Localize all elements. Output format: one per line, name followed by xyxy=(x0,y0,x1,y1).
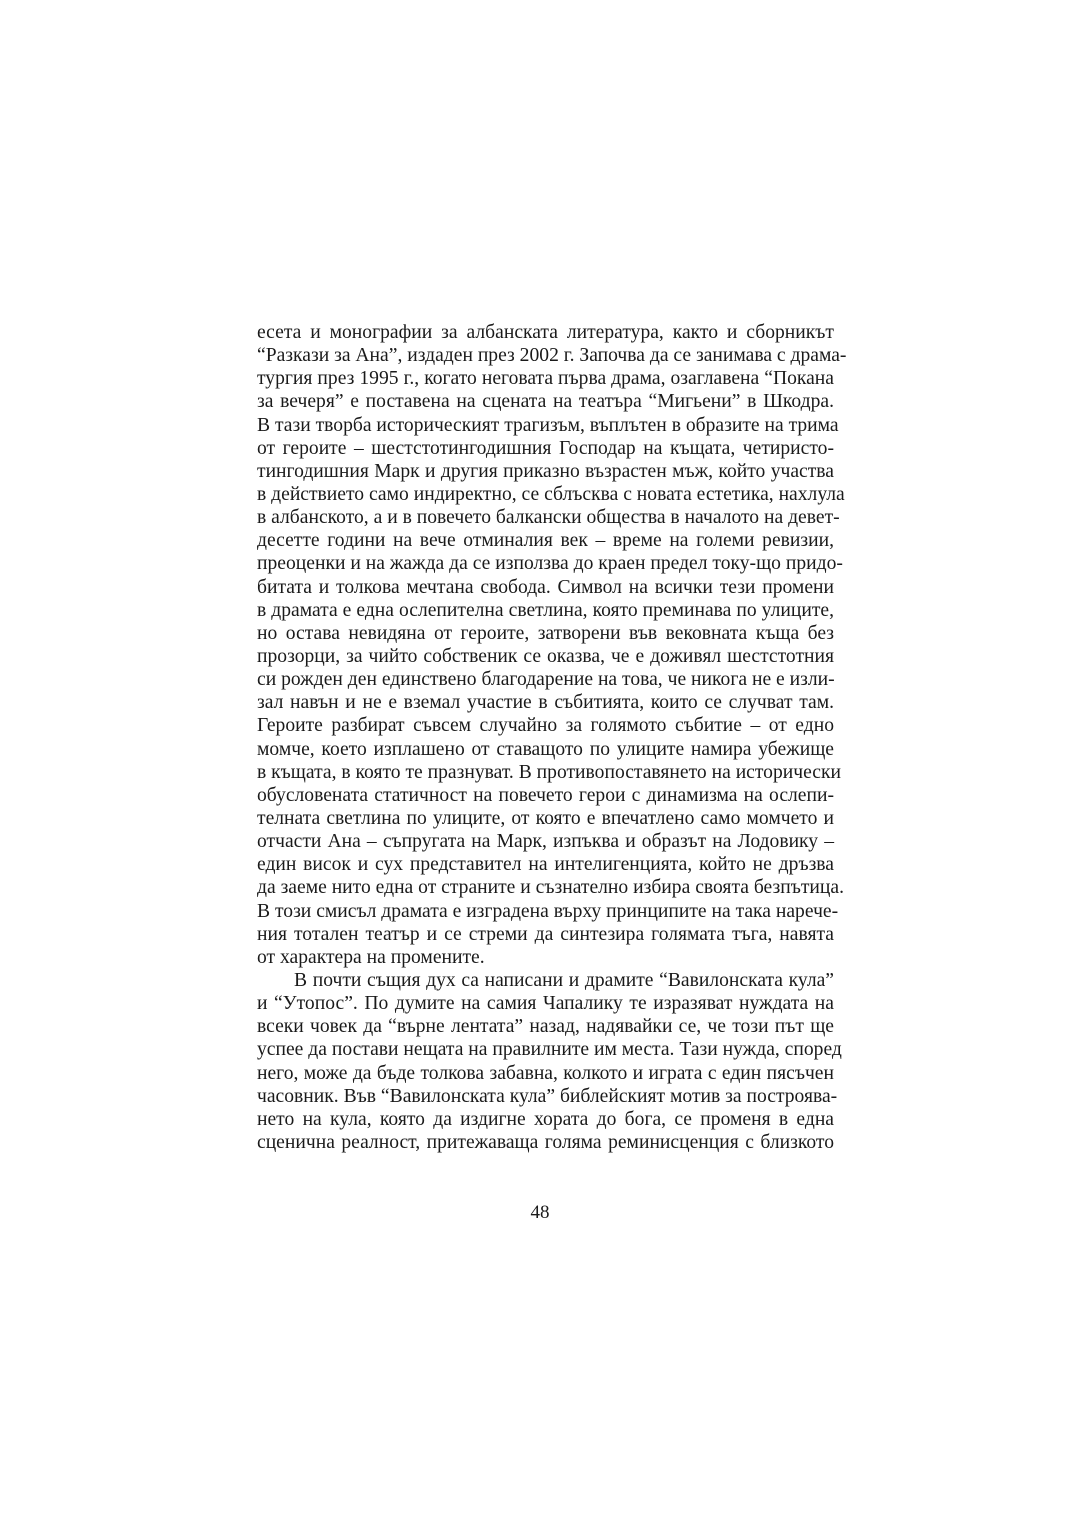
text-line: ния тотален театър и се стреми да синтезира голямата тъга, навята xyxy=(257,923,834,945)
text-line: да заеме нито една от страните и съзнателно избира своята безпътица. xyxy=(257,877,844,899)
text-line: часовник. Във “Вавилонската кула” библейският мотив за построява- xyxy=(257,1085,838,1107)
text-line: един висок и сух представител на интелигенцията, който не дръзва xyxy=(257,854,834,876)
text-line: телната светлина по улиците, от която е впечатлено само момчето и xyxy=(257,807,834,829)
text-line: него, може да бъде толкова забавна, колкото и играта с един пясъчен xyxy=(257,1062,834,1084)
text-line: за вечеря” е поставена на сцената на театъра “Мигьени” в Шкодра. xyxy=(257,391,834,413)
text-line: но остава невидяна от героите, затворени във вековната къща без xyxy=(257,622,834,644)
text-line: в къщата, в която те празнуват. В противопоставянето на исторически xyxy=(257,761,842,783)
page-number: 48 xyxy=(530,1202,550,1223)
text-line: успее да постави нещата на правилните им места. Тази нужда, според xyxy=(257,1039,842,1061)
text-line: десетте години на вече отминалия век – време на големи ревизии, xyxy=(257,530,834,552)
text-line: сценична реалност, притежаваща голяма реминисценция с близкото xyxy=(257,1131,834,1153)
text-line: обусловената статичност на повечето герои с динамизма на ослепи- xyxy=(257,784,834,806)
text-line: есета и монографии за албанската литература, както и сборникът xyxy=(257,322,834,343)
text-line: всеки човек да “върне лентата” назад, надявайки се, че този път ще xyxy=(257,1016,834,1038)
text-line: прозорци, за чийто собственик се оказва, че е доживял шестстотния xyxy=(257,645,834,667)
text-line-paragraph-end: от характера на промените. xyxy=(257,946,485,968)
text-line: преоценки и на жажда да се използва до краен предел току-що придо- xyxy=(257,553,843,575)
text-line: нето на кула, която да издигне хората до бога, се променя в една xyxy=(257,1108,834,1130)
text-line: в албанското, а и в повечето балкански общества в началото на девет- xyxy=(257,507,840,529)
text-line: В този смисъл драмата е изградена върху принципите на така нарече- xyxy=(257,900,839,922)
text-line: “Разкази за Ана”, издаден през 2002 г. Започва да се занимава с драма- xyxy=(257,345,847,367)
text-line: В тази творба историческият трагизъм, въплътен в образите на трима xyxy=(257,414,839,436)
text-line: в драмата е една ослепителна светлина, която преминава по улиците, xyxy=(257,599,834,621)
text-line: отчасти Ана – съпругата на Марк, изпъква и образът на Лодовику – xyxy=(257,831,834,853)
text-line: и “Утопос”. По думите на самия Чапалику те изразяват нуждата на xyxy=(257,993,834,1015)
text-line: тургия през 1995 г., когато неговата първа драма, озаглавена “Покана xyxy=(257,368,834,390)
text-line: в действието само индиректно, се сблъсква с новата естетика, нахлула xyxy=(257,483,845,505)
text-line: момче, което изплашено от ставащото по улиците намира убежище xyxy=(257,738,834,760)
text-line: битата и толкова мечтана свобода. Символ на всички тези промени xyxy=(257,576,834,598)
text-line: от героите – шестстотингодишния Господар на къщата, четиристо- xyxy=(257,437,834,459)
body-text xyxy=(257,321,847,1154)
text-line: тингодишния Марк и другия приказно възрастен мъж, който участва xyxy=(257,460,834,482)
text-line: си рожден ден единствено благодарение на това, че никога не е изли- xyxy=(257,669,835,691)
text-line: зал навън и не е вземал участие в събитията, които се случват там. xyxy=(257,692,834,714)
text-line: Героите разбират съвсем случайно за голямото събитие – от едно xyxy=(257,715,834,737)
text-line-paragraph-start: В почти същия дух са написани и драмите “Вавилонската кула” xyxy=(294,969,834,991)
